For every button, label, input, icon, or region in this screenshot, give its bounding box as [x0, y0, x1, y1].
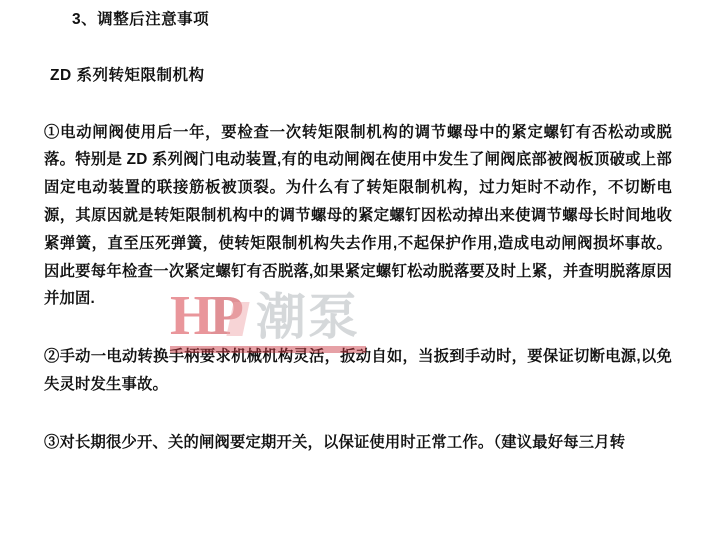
watermark-brand-text: 潮泵	[256, 289, 360, 345]
watermark-letter-p: P	[209, 285, 240, 347]
paragraph-3: ③对长期很少开、关的闸阀要定期开关，以保证使用时正常工作。（建议最好每三月转	[44, 433, 626, 451]
paragraph-2: ②手动一电动转换手柄要求机械机构灵活，扳动自如，当扳到手动时，要保证切断电源,以免失灵时发生事故。	[44, 348, 672, 394]
section-heading-title: ZD 系列转矩限制机构	[50, 67, 205, 85]
section-heading-number: 3、调整后注意事项	[72, 11, 210, 28]
paragraph-1: ①电动闸阀使用后一年，要检查一次转矩限制机构的调节螺母中的紧定螺钉有否松动或脱落。特别是 ZD 系列阀门电动装置,有的电动闸阀在使用中发生了闸阀底部被阀板顶破或上部固定电动装置的联接筋板被顶裂。为什么有了转矩限制机构，过力矩时不动作，不切断电源，其原因就是转矩限制机构中的调节螺母的紧定螺钉因松动掉出来使调节螺母长时间地收紧弹簧，直至压死弹簧，使转矩限制机构失去作用,不起保护作用,造成电动闸阀损坏事故。因此要每年检查一次紧定螺钉有否脱落,如果紧定螺钉松动脱落要及时上紧，并查明脱落原因并加固.	[44, 123, 672, 308]
watermark-letter-h: H	[170, 285, 210, 347]
